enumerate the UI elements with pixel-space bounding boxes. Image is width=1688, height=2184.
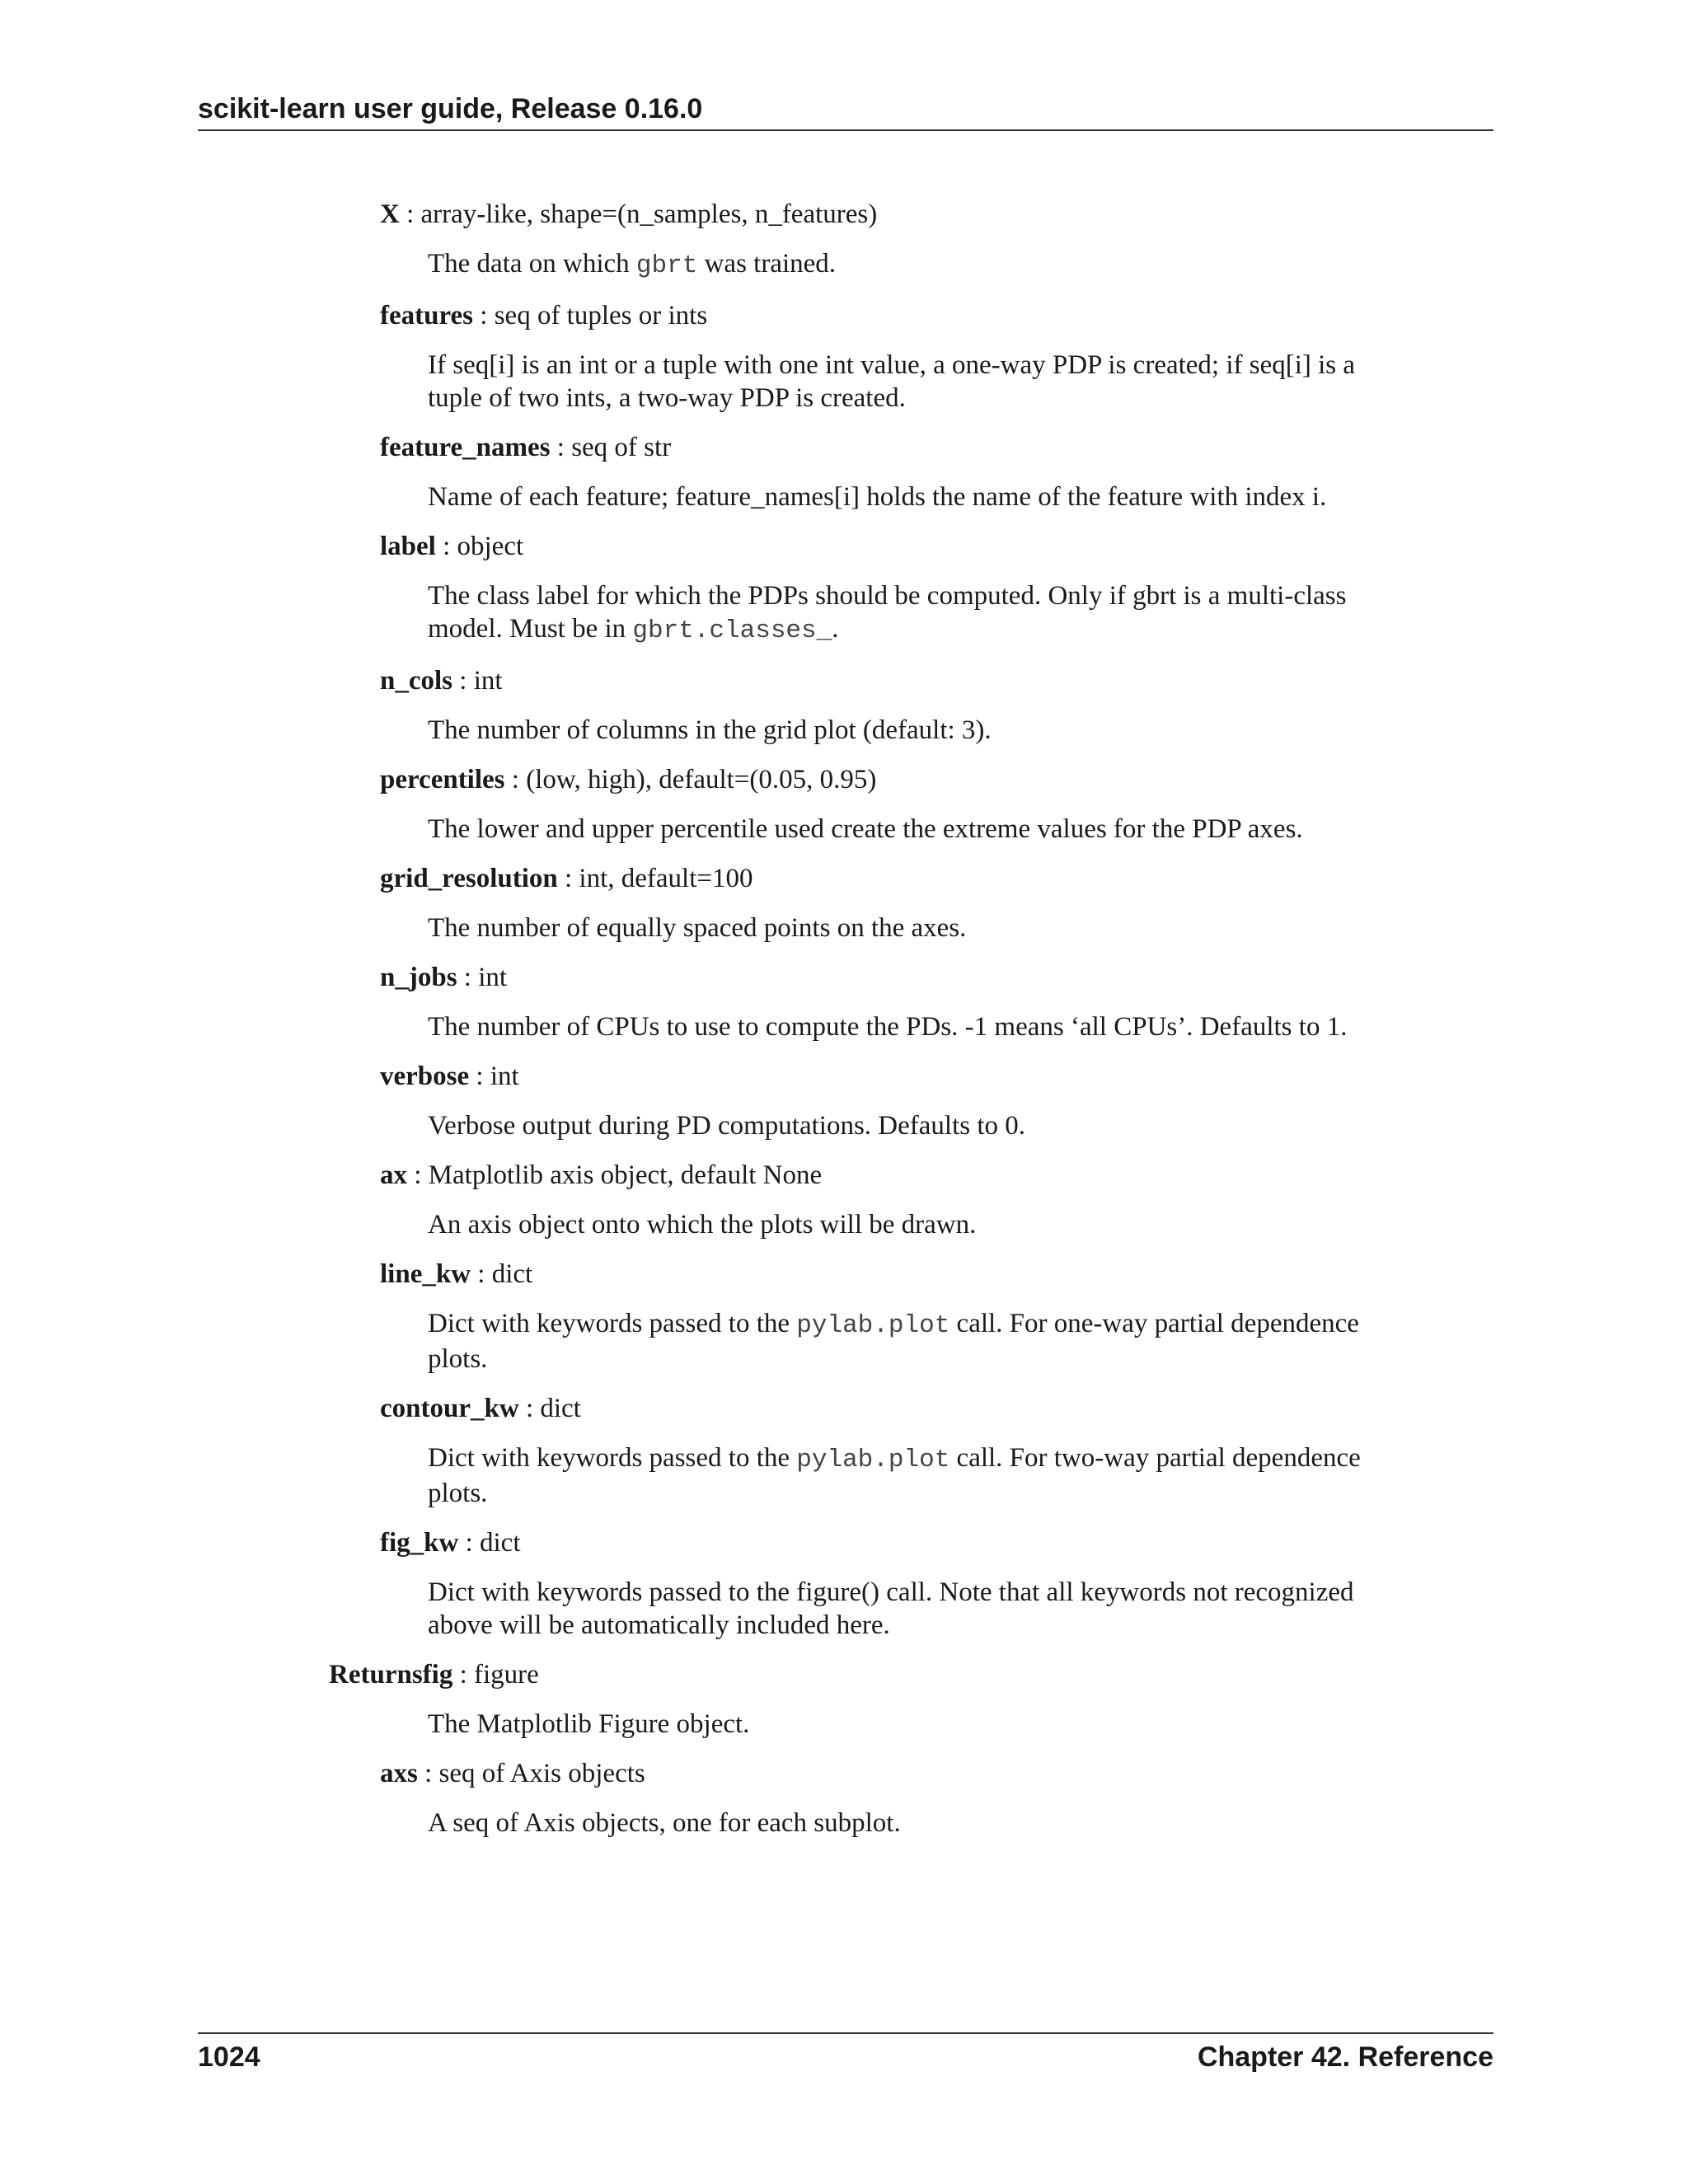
param-term [380,1526,1688,1559]
param-name: label [380,532,436,561]
desc-text: Dict with keywords passed to the [428,1309,797,1338]
separator: : [473,301,495,330]
footer-rule [198,2032,1493,2034]
param-name: feature_names [380,433,551,462]
param-name: line_kw [380,1259,471,1289]
param-term [380,1060,1688,1093]
desc-text: Dict with keywords passed to the [428,1443,797,1473]
param-name: percentiles [380,765,505,794]
param-name: features [380,301,474,330]
param-desc: The lower and upper percentile used create the extreme values for the PDP axes. [428,814,1303,844]
param-term [380,961,1688,994]
returns-name: Returnsfig [329,1660,453,1690]
param-name: contour_kw [380,1394,519,1423]
param-desc: Verbose output during PD computations. Defaults to 0. [428,1111,1026,1141]
separator: : [469,1062,490,1091]
page-header-title: scikit-learn user guide, Release 0.16.0 [198,93,703,124]
inline-code: pylab.plot [796,1311,950,1340]
param-type: Matplotlib axis object, default None [428,1160,823,1190]
separator: : [504,765,527,794]
param-term [380,1258,1688,1291]
param-desc: The number of columns in the grid plot (default: 3). [428,715,992,745]
separator: : [407,1160,429,1190]
desc-text: was trained. [697,249,837,279]
param-desc [428,1307,1392,1376]
param-term [380,299,1688,332]
separator: : [435,532,457,561]
param-type: seq of str [571,433,672,462]
param-term [380,530,1688,563]
param-type: dict [491,1259,533,1289]
returns-desc: A seq of Axis objects, one for each subplot. [428,1808,901,1838]
separator: : [550,433,572,462]
param-type: int, default=100 [579,864,753,893]
separator: : [457,963,479,992]
param-name: X [380,199,400,229]
param-desc: The number of CPUs to use to compute the PDs. -1 means ‘all CPUs’. Defaults to 1. [428,1012,1348,1042]
param-term [380,198,1688,231]
param-type: seq of tuples or ints [494,301,708,330]
returns-term [329,1658,1688,1691]
header-rule [198,129,1493,131]
param-name: fig_kw [380,1528,459,1558]
param-name: n_jobs [380,963,457,992]
param-term [380,431,1688,464]
param-name: grid_resolution [380,864,558,893]
desc-text: call. For two-way partial dependence plots. [428,1443,1361,1508]
separator: : [458,1528,481,1558]
separator: : [557,864,579,893]
separator: : [399,199,421,229]
param-desc [428,247,1392,283]
inline-code: gbrt [635,251,698,280]
returns-type: seq of Axis objects [438,1759,645,1788]
separator: : [452,666,474,696]
returns-name: axs [380,1759,418,1788]
param-desc: An axis object onto which the plots will be drawn. [428,1210,977,1240]
separator: : [471,1259,492,1289]
separator: : [518,1394,541,1423]
param-desc [428,1441,1392,1510]
param-term [380,664,1688,697]
param-desc: The number of equally spaced points on the axes. [428,913,967,943]
param-name: verbose [380,1062,470,1091]
separator: : [452,1660,474,1690]
returns-type: figure [474,1660,539,1690]
param-type: dict [540,1394,581,1423]
param-type: int [490,1062,519,1091]
param-type: array-like, shape=(n_samples, n_features) [420,199,878,229]
inline-code: pylab.plot [796,1446,950,1474]
desc-text: The data on which [428,249,636,279]
param-type: dict [480,1528,521,1558]
param-name: n_cols [380,666,453,696]
desc-text: call. For one-way partial dependence plots. [428,1309,1359,1374]
desc-text: . [832,614,839,644]
param-term [380,763,1688,796]
param-desc: If seq[i] is an int or a tuple with one int value, a one-way PDP is created; if seq[i] is a tuple of two ints, a two-way PDP is created. [428,350,1356,413]
param-term [380,862,1688,895]
param-type: object [457,532,524,561]
param-desc: Dict with keywords passed to the figure() call. Note that all keywords not recognized above will be automatically included here. [428,1577,1354,1640]
separator: : [417,1759,439,1788]
returns-term [380,1757,1688,1790]
chapter-title: Chapter 42. Reference [1197,2041,1493,2073]
param-type: int [478,963,508,992]
parameter-list [0,198,1688,1856]
desc-text: The class label for which the PDPs should be computed. Only if gbrt is a multi-class model. Must be in [428,581,1347,644]
returns-desc: The Matplotlib Figure object. [428,1709,750,1739]
param-term [380,1392,1688,1425]
param-type: (low, high), default=(0.05, 0.95) [526,765,877,794]
param-name: ax [380,1160,407,1190]
param-term [380,1159,1688,1192]
page-number: 1024 [198,2041,260,2073]
param-desc [428,579,1392,648]
param-type: int [473,666,503,696]
param-desc: Name of each feature; feature_names[i] holds the name of the feature with index i. [428,482,1327,512]
inline-code: gbrt.classes_ [632,616,832,645]
